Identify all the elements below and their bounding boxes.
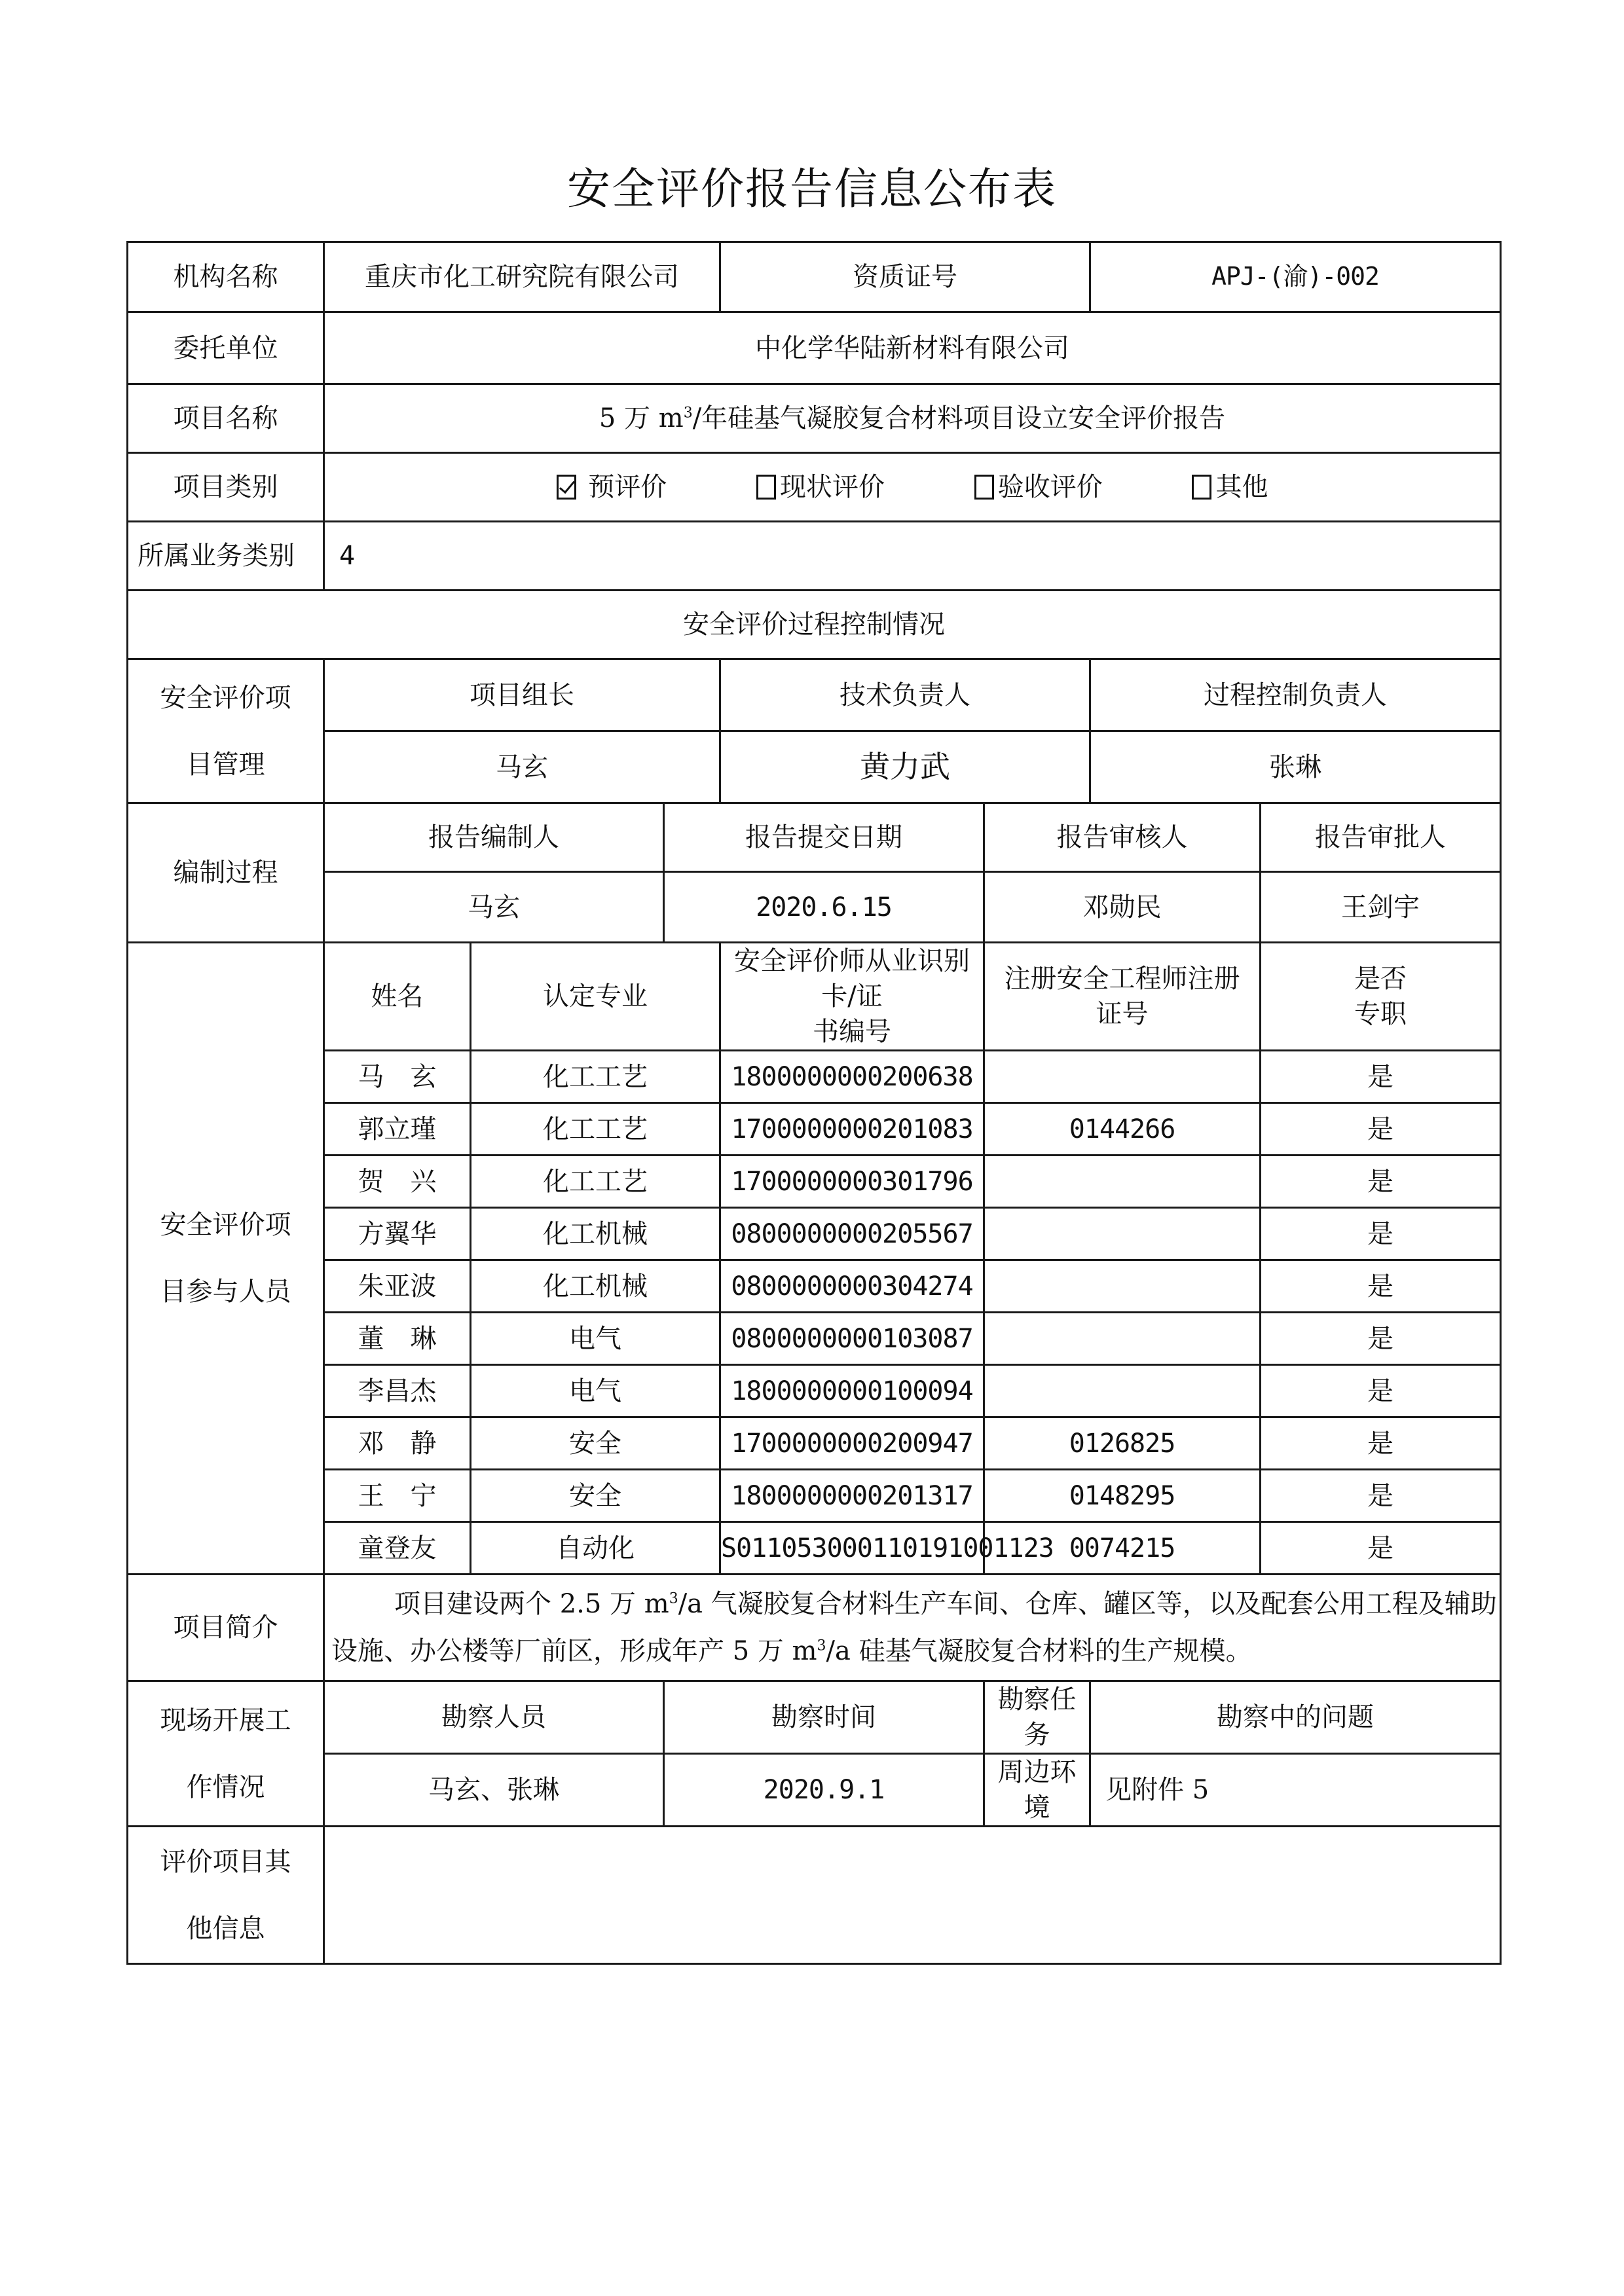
personnel-card-number: 0800000000304274	[720, 1260, 984, 1313]
personnel-fulltime: 是	[1261, 1156, 1501, 1208]
personnel-specialty: 化工机械	[471, 1260, 720, 1313]
summary-part1: 项目建设两个 2.5 万 m	[394, 1589, 669, 1619]
site-work-header-task: 勘察任务	[984, 1681, 1090, 1754]
org-name-label: 机构名称	[128, 242, 324, 312]
personnel-row	[128, 1365, 1501, 1417]
category-option-current-status[interactable]	[756, 469, 885, 505]
cert-label: 资质证号	[720, 242, 1090, 312]
project-row	[128, 384, 1501, 453]
site-work-header-issues: 勘察中的问题	[1090, 1681, 1501, 1754]
site-work-value-task: 周边环境	[984, 1754, 1090, 1827]
process-control-heading: 安全评价过程控制情况	[128, 591, 1501, 659]
personnel-specialty: 安全	[471, 1417, 720, 1470]
management-label	[128, 659, 324, 803]
business-type-label: 所属业务类别	[128, 522, 324, 591]
project-label: 项目名称	[128, 384, 324, 453]
management-label-line1: 安全评价项	[160, 682, 291, 713]
management-value-process: 张琳	[1090, 731, 1501, 803]
compilation-header-row	[128, 803, 1501, 872]
business-type-value: 4	[324, 522, 1501, 591]
personnel-specialty: 化工工艺	[471, 1156, 720, 1208]
compilation-header-reviewer: 报告审核人	[984, 803, 1261, 872]
personnel-specialty: 化工工艺	[471, 1051, 720, 1103]
personnel-card-number: 1800000000201317	[720, 1470, 984, 1522]
category-option-label: 预评价	[588, 472, 667, 502]
site-work-value-staff: 马玄、张琳	[324, 1754, 664, 1827]
personnel-row	[128, 1208, 1501, 1260]
project-value-prefix: 5 万 m	[599, 403, 684, 433]
personnel-reg-number	[984, 1365, 1261, 1417]
other-info-label-line2: 他信息	[186, 1913, 265, 1944]
site-work-value-row	[128, 1754, 1501, 1827]
compilation-label: 编制过程	[128, 803, 324, 943]
management-header-leader: 项目组长	[324, 659, 720, 731]
personnel-row	[128, 1103, 1501, 1156]
summary-sup1: 3	[669, 1590, 678, 1607]
checkbox-unchecked-icon[interactable]	[756, 475, 776, 500]
personnel-name: 郭立瑾	[324, 1103, 471, 1156]
personnel-header-card-line2: 书编号	[813, 1017, 891, 1047]
business-type-row	[128, 522, 1501, 591]
personnel-specialty: 安全	[471, 1470, 720, 1522]
personnel-reg-number: 0126825	[984, 1417, 1261, 1470]
site-work-header-row	[128, 1681, 1501, 1754]
compilation-header-author: 报告编制人	[324, 803, 664, 872]
category-option-pre-evaluation[interactable]	[557, 469, 667, 505]
site-work-value-issues: 见附件 5	[1090, 1754, 1501, 1827]
category-option-label: 其他	[1215, 472, 1268, 502]
personnel-row	[128, 1051, 1501, 1103]
site-work-label-line1: 现场开展工	[160, 1705, 291, 1736]
compilation-value-date: 2020.6.15	[664, 872, 984, 943]
org-name-value: 重庆市化工研究院有限公司	[324, 242, 720, 312]
category-option-label: 验收评价	[997, 472, 1103, 502]
management-value-row	[128, 731, 1501, 803]
personnel-row	[128, 1417, 1501, 1470]
summary-part2: /a 气凝胶复合材料生产车间、仓库、罐区等，以及配套公用工程及辅助设施、办公楼等厂前区，形成年产 5 万 m	[331, 1589, 1497, 1666]
personnel-row	[128, 1522, 1501, 1575]
summary-sup2: 3	[817, 1637, 826, 1654]
org-row	[128, 242, 1501, 312]
site-work-label-line2: 作情况	[186, 1772, 265, 1802]
personnel-card-number: 0800000000103087	[720, 1313, 984, 1365]
summary-part3: /a 硅基气凝胶复合材料的生产规模。	[826, 1636, 1252, 1666]
personnel-fulltime: 是	[1261, 1103, 1501, 1156]
personnel-reg-number	[984, 1260, 1261, 1313]
personnel-reg-number: 0144266	[984, 1103, 1261, 1156]
compilation-header-approver: 报告审批人	[1261, 803, 1501, 872]
personnel-reg-number: 0074215	[984, 1522, 1261, 1575]
personnel-label	[128, 943, 324, 1575]
personnel-card-number: 1700000000201083	[720, 1103, 984, 1156]
other-info-row	[128, 1827, 1501, 1964]
management-header-tech: 技术负责人	[720, 659, 1090, 731]
personnel-reg-number: 0148295	[984, 1470, 1261, 1522]
personnel-label-line2: 目参与人员	[160, 1277, 291, 1307]
site-work-header-time: 勘察时间	[664, 1681, 984, 1754]
personnel-fulltime: 是	[1261, 1365, 1501, 1417]
personnel-row	[128, 1156, 1501, 1208]
personnel-header-fulltime-line2: 专职	[1354, 999, 1407, 1029]
checkbox-unchecked-icon[interactable]	[1192, 475, 1211, 500]
client-row	[128, 312, 1501, 384]
personnel-fulltime: 是	[1261, 1208, 1501, 1260]
personnel-header-fulltime-line1: 是否	[1354, 964, 1407, 994]
management-label-line2: 目管理	[186, 749, 265, 780]
personnel-name: 王 宁	[324, 1470, 471, 1522]
personnel-card-number: 1700000000200947	[720, 1417, 984, 1470]
personnel-header-card	[720, 943, 984, 1051]
personnel-reg-number	[984, 1156, 1261, 1208]
personnel-header-reg	[984, 943, 1261, 1051]
personnel-reg-number	[984, 1313, 1261, 1365]
personnel-card-number: 1800000000200638	[720, 1051, 984, 1103]
compilation-value-approver: 王剑宇	[1261, 872, 1501, 943]
site-work-header-staff: 勘察人员	[324, 1681, 664, 1754]
personnel-specialty: 电气	[471, 1313, 720, 1365]
personnel-name: 方翼华	[324, 1208, 471, 1260]
category-row	[128, 453, 1501, 522]
category-options	[324, 453, 1501, 522]
personnel-label-line1: 安全评价项	[160, 1210, 291, 1240]
cert-value: APJ-(渝)-002	[1090, 242, 1501, 312]
site-work-label	[128, 1681, 324, 1827]
management-value-leader: 马玄	[324, 731, 720, 803]
personnel-name: 马 玄	[324, 1051, 471, 1103]
compilation-header-date: 报告提交日期	[664, 803, 984, 872]
management-header-row	[128, 659, 1501, 731]
personnel-name: 邓 静	[324, 1417, 471, 1470]
personnel-specialty: 自动化	[471, 1522, 720, 1575]
personnel-fulltime: 是	[1261, 1313, 1501, 1365]
personnel-header-reg-line1: 注册安全工程师注册	[1004, 964, 1240, 994]
personnel-header-fulltime	[1261, 943, 1501, 1051]
personnel-fulltime: 是	[1261, 1470, 1501, 1522]
personnel-specialty: 化工机械	[471, 1208, 720, 1260]
personnel-header-card-line1: 安全评价师从业识别卡/证	[734, 946, 970, 1011]
personnel-header-reg-line2: 证号	[1096, 999, 1149, 1029]
other-info-label	[128, 1827, 324, 1964]
document-title: 安全评价报告信息公布表	[567, 164, 1057, 214]
personnel-card-number: 1700000000301796	[720, 1156, 984, 1208]
personnel-row	[128, 1470, 1501, 1522]
checkbox-unchecked-icon[interactable]	[974, 475, 994, 500]
project-value-suffix: /年硅基气凝胶复合材料项目设立安全评价报告	[692, 403, 1226, 433]
summary-row	[128, 1575, 1501, 1681]
management-value-tech: 黄力武	[720, 731, 1090, 803]
personnel-specialty: 化工工艺	[471, 1103, 720, 1156]
personnel-card-number: S011053000110191001123	[720, 1522, 984, 1575]
personnel-header-name: 姓名	[324, 943, 471, 1051]
management-header-process: 过程控制负责人	[1090, 659, 1501, 731]
process-control-heading-row	[128, 591, 1501, 659]
compilation-value-author: 马玄	[324, 872, 664, 943]
personnel-name: 朱亚波	[324, 1260, 471, 1313]
personnel-reg-number	[984, 1051, 1261, 1103]
personnel-fulltime: 是	[1261, 1522, 1501, 1575]
summary-text	[324, 1575, 1501, 1681]
personnel-fulltime: 是	[1261, 1260, 1501, 1313]
info-table	[126, 241, 1502, 1965]
personnel-name: 董 琳	[324, 1313, 471, 1365]
personnel-name: 李昌杰	[324, 1365, 471, 1417]
client-label: 委托单位	[128, 312, 324, 384]
summary-label: 项目简介	[128, 1575, 324, 1681]
project-value	[324, 384, 1501, 453]
project-value-sup: 3	[683, 405, 693, 422]
category-label: 项目类别	[128, 453, 324, 522]
category-option-other[interactable]	[1192, 469, 1268, 505]
personnel-header-specialty: 认定专业	[471, 943, 720, 1051]
compilation-value-reviewer: 邓勋民	[984, 872, 1261, 943]
personnel-header-row	[128, 943, 1501, 1051]
other-info-value	[324, 1827, 1501, 1964]
checkbox-checked-icon[interactable]	[557, 475, 576, 500]
personnel-fulltime: 是	[1261, 1417, 1501, 1470]
site-work-value-time: 2020.9.1	[664, 1754, 984, 1827]
personnel-card-number: 1800000000100094	[720, 1365, 984, 1417]
category-option-acceptance[interactable]	[974, 469, 1103, 505]
personnel-name: 贺 兴	[324, 1156, 471, 1208]
category-option-label: 现状评价	[780, 472, 885, 502]
personnel-card-number: 0800000000205567	[720, 1208, 984, 1260]
other-info-label-line1: 评价项目其	[160, 1846, 291, 1877]
personnel-name: 童登友	[324, 1522, 471, 1575]
client-value: 中化学华陆新材料有限公司	[324, 312, 1501, 384]
personnel-row	[128, 1313, 1501, 1365]
personnel-row	[128, 1260, 1501, 1313]
personnel-specialty: 电气	[471, 1365, 720, 1417]
compilation-value-row	[128, 872, 1501, 943]
personnel-reg-number	[984, 1208, 1261, 1260]
personnel-fulltime: 是	[1261, 1051, 1501, 1103]
